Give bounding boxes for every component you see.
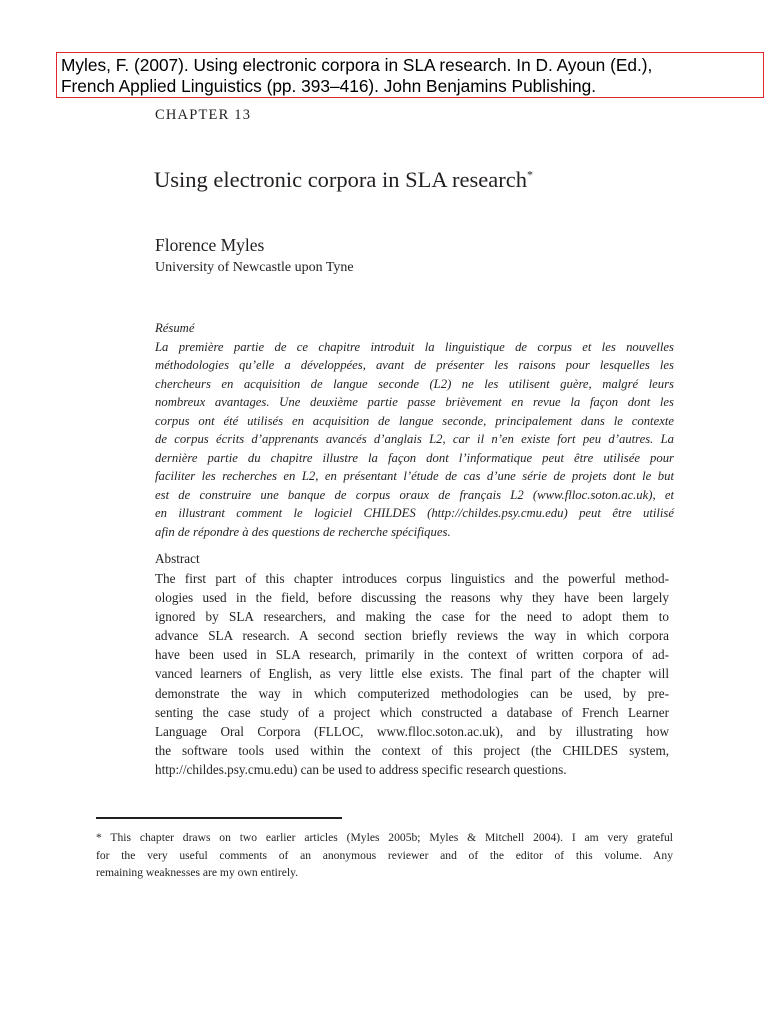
footnote-line: * This chapter draws on two earlier articles (Myles 2005b; Myles & Mitchell 2004). I am very grateful	[96, 831, 673, 844]
resume-line: dernière partie du chapitre illustre la façon dont l’informatique peut être utilisée pour	[155, 450, 674, 465]
abstract-line: ologies used in the field, before discussing the reasons why they have been largely	[155, 590, 669, 606]
author-name: Florence Myles	[155, 235, 265, 255]
chapter-title	[154, 166, 533, 194]
abstract-line: demonstrate the way in which computerized methodologies can be used, by pre-	[155, 685, 669, 701]
chapter-label: CHAPTER 13	[155, 107, 252, 123]
abstract-line: The first part of this chapter introduces corpus linguistics and the powerful method-	[155, 571, 669, 586]
abstract-line: vanced learners of English, as very little else exists. The final part of the chapter will	[155, 666, 669, 682]
resume-line: chercheurs en acquisition de langue seconde (L2) ne les utilisent guère, malgré leurs	[155, 376, 674, 391]
resume-line: nombreux avantages. Une deuxième partie passe brièvement en revue la façon dont les	[155, 395, 674, 410]
abstract-line: ignored by SLA researchers, and making the case for the need to adopt them to	[155, 609, 669, 625]
resume-heading: Résumé	[155, 321, 195, 335]
footnote-line: for the very useful comments of an anonymous reviewer and of the editor of this volume. Any	[96, 848, 673, 862]
resume-line: corpus ont été utilisés en acquisition de langue seconde, principalement dans le contexte	[155, 413, 674, 428]
resume-line: faciliter les recherches en L2, en présentant l’étude de cas d’une série de projets dont le but	[155, 469, 674, 484]
abstract-body	[155, 569, 669, 779]
chapter-title-text: Using electronic corpora in SLA research	[154, 167, 527, 192]
citation-box	[56, 52, 764, 98]
footnote-line: remaining weaknesses are my own entirely.	[96, 866, 299, 880]
resume-line: en illustrant comment le logiciel CHILDES (http://childes.psy.cmu.edu) peut être utilisé	[155, 506, 674, 521]
resume-line: méthodologies qu’elle a développées, avant de présenter les raisons pour lesquelles les	[155, 358, 674, 373]
author-affiliation: University of Newcastle upon Tyne	[155, 260, 354, 275]
footnote-divider	[96, 817, 342, 819]
resume-line: La première partie de ce chapitre introduit la linguistique de corpus et les nouvelles	[155, 340, 674, 354]
abstract-line: advance SLA research. A second section briefly reviews the way in which corpora	[155, 628, 669, 644]
abstract-line: senting the case study of a project which constructed a database of French Learner	[155, 704, 669, 720]
abstract-line: have been used in SLA research, primarily in the context of written corpora of ad-	[155, 647, 669, 663]
resume-body	[155, 338, 674, 541]
resume-line: afin de répondre à des questions de recherche spécifiques.	[155, 524, 451, 539]
abstract-line: http://childes.psy.cmu.edu) can be used to address specific research questions.	[155, 761, 567, 777]
abstract-heading: Abstract	[155, 551, 200, 566]
footnote-marker[interactable]: *	[527, 167, 533, 182]
abstract-line: Language Oral Corpora (FLLOC, www.flloc.soton.ac.uk), and by illustrating how	[155, 723, 669, 739]
resume-line: est de construire une banque de corpus oraux de français L2 (www.flloc.soton.ac.uk), et	[155, 487, 674, 502]
footnote	[96, 829, 673, 882]
citation-line: Myles, F. (2007). Using electronic corpora in SLA research. In D. Ayoun (Ed.),	[61, 55, 653, 75]
abstract-line: the software tools used within the context of this project (the CHILDES system,	[155, 742, 669, 758]
resume-line: de corpus écrits d’apprenants avancés d’anglais L2, car il n’en existe fort peu d’autres. La	[155, 432, 674, 447]
citation-line: French Applied Linguistics (pp. 393–416). John Benjamins Publishing.	[61, 76, 597, 96]
